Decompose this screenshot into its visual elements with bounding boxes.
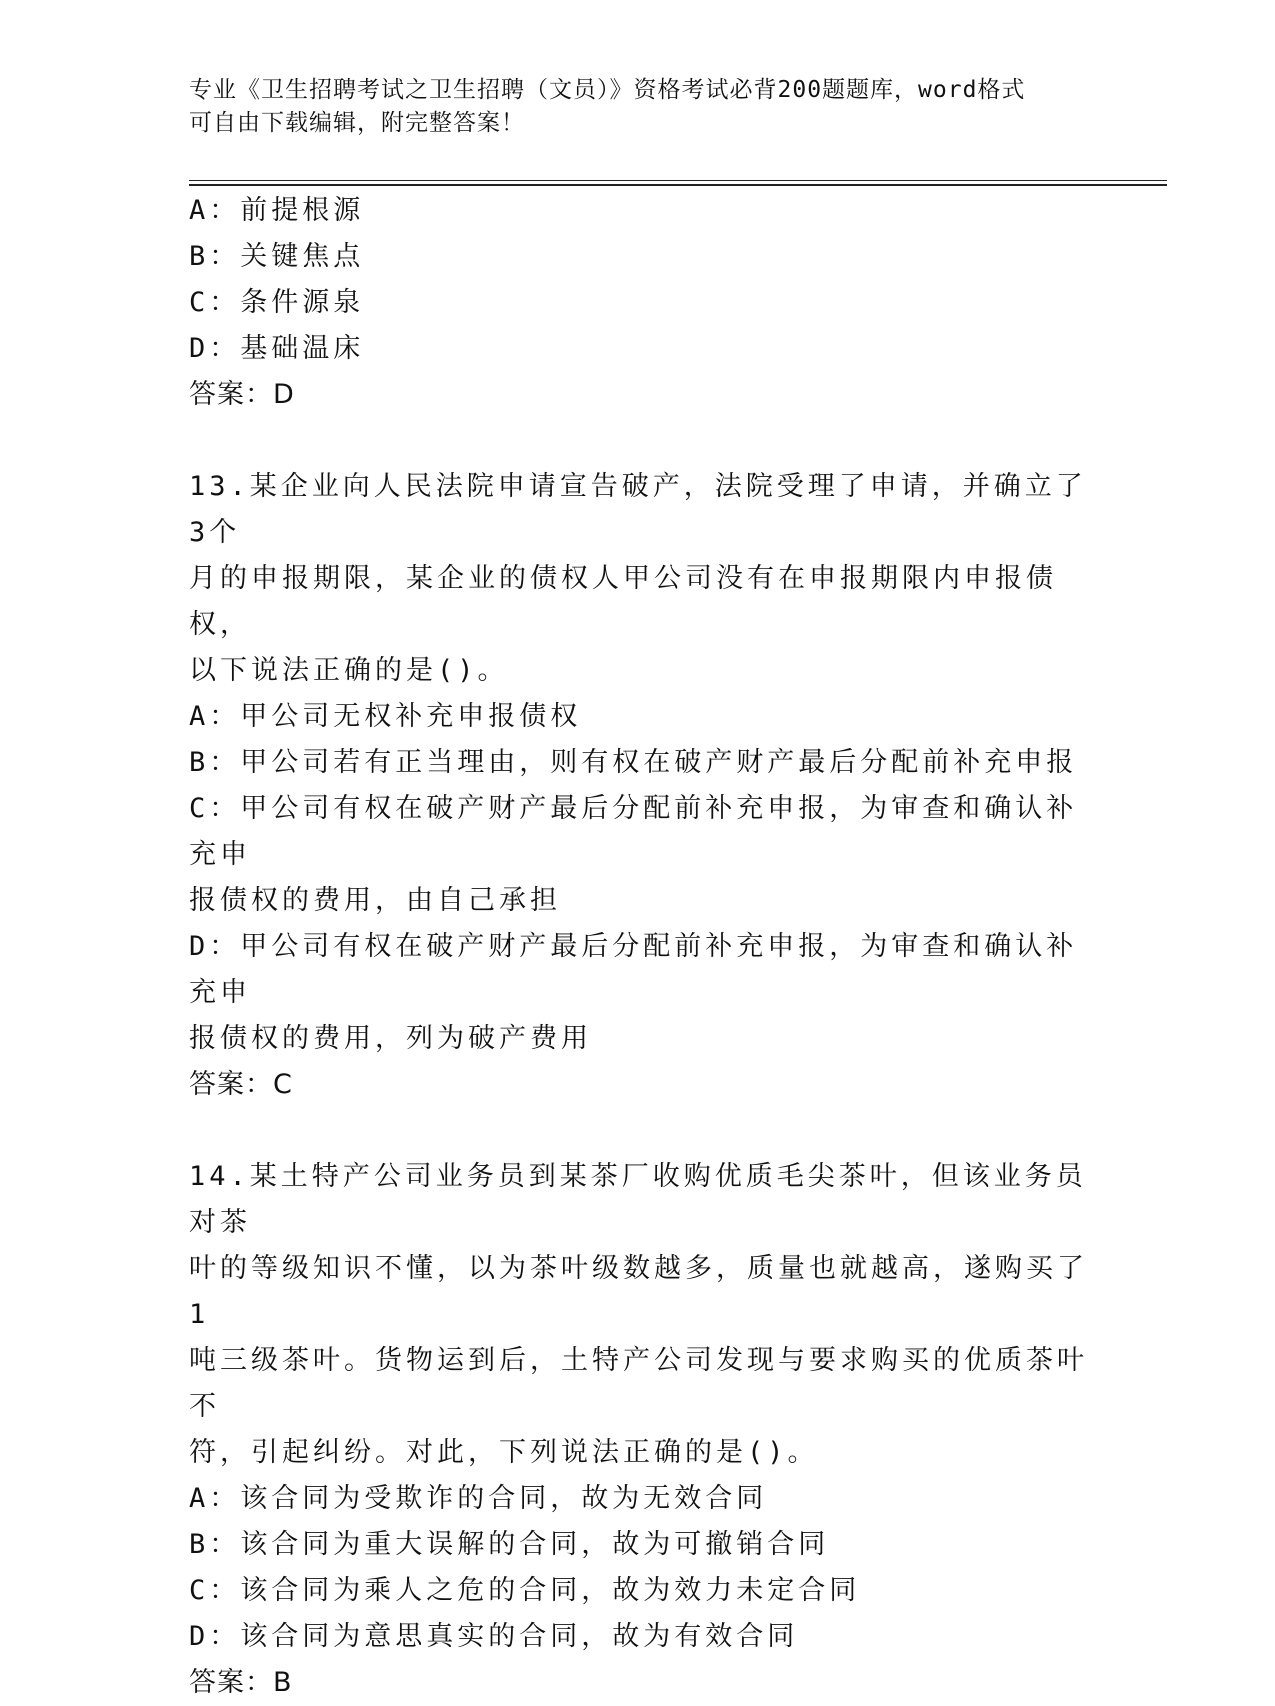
- answer-line: 答案：D: [189, 379, 295, 410]
- question-stem-line: 符，引起纠纷。对此，下列说法正确的是()。: [189, 1437, 819, 1468]
- option-d: D：甲公司有权在破产财产最后分配前补充申报，为审查和确认补充申: [189, 931, 1078, 1008]
- question-stem-line: 月的申报期限，某企业的债权人甲公司没有在申报期限内申报债权，: [189, 563, 1057, 640]
- option-a: A：前提根源: [189, 195, 365, 226]
- option-c-continued: 报债权的费用，由自己承担: [189, 885, 561, 916]
- header-divider: [189, 180, 1167, 186]
- option-a: A：甲公司无权补充申报债权: [189, 701, 582, 732]
- question-13-block: [189, 464, 1089, 1108]
- option-b: B：关键焦点: [189, 241, 365, 272]
- question-stem-line: 吨三级茶叶。货物运到后，土特产公司发现与要求购买的优质茶叶不: [189, 1345, 1088, 1422]
- option-c: C：该合同为乘人之危的合同，故为效力未定合同: [189, 1575, 861, 1606]
- page-header: [189, 74, 1079, 140]
- option-a: A：该合同为受欺诈的合同，故为无效合同: [189, 1483, 768, 1514]
- question-12-block: [189, 188, 1089, 418]
- question-14-block: [189, 1154, 1089, 1706]
- answer-line: 答案：B: [189, 1667, 293, 1698]
- option-d: D：该合同为意思真实的合同，故为有效合同: [189, 1621, 799, 1652]
- question-stem-line: 14.某土特产公司业务员到某茶厂收购优质毛尖茶叶，但该业务员对茶: [189, 1161, 1087, 1238]
- option-d-continued: 报债权的费用，列为破产费用: [189, 1023, 592, 1054]
- option-d: D：基础温床: [189, 333, 365, 364]
- option-c: C：甲公司有权在破产财产最后分配前补充申报，为审查和确认补充申: [189, 793, 1078, 870]
- header-line-2: 可自由下载编辑，附完整答案！: [189, 110, 525, 136]
- question-stem-line: 叶的等级知识不懂，以为茶叶级数越多，质量也就越高，遂购买了1: [189, 1253, 1088, 1330]
- option-b: B：甲公司若有正当理由，则有权在破产财产最后分配前补充申报: [189, 747, 1078, 778]
- option-b: B：该合同为重大误解的合同，故为可撤销合同: [189, 1529, 830, 1560]
- header-line-1: 专业《卫生招聘考试之卫生招聘（文员）》资格考试必背200题题库，word格式: [189, 77, 1026, 103]
- option-c: C：条件源泉: [189, 287, 365, 318]
- answer-line: 答案：C: [189, 1069, 293, 1100]
- document-body: [189, 188, 1089, 1706]
- question-stem-line: 13.某企业向人民法院申请宣告破产，法院受理了申请，并确立了3个: [189, 471, 1087, 548]
- question-stem-line: 以下说法正确的是()。: [189, 655, 509, 686]
